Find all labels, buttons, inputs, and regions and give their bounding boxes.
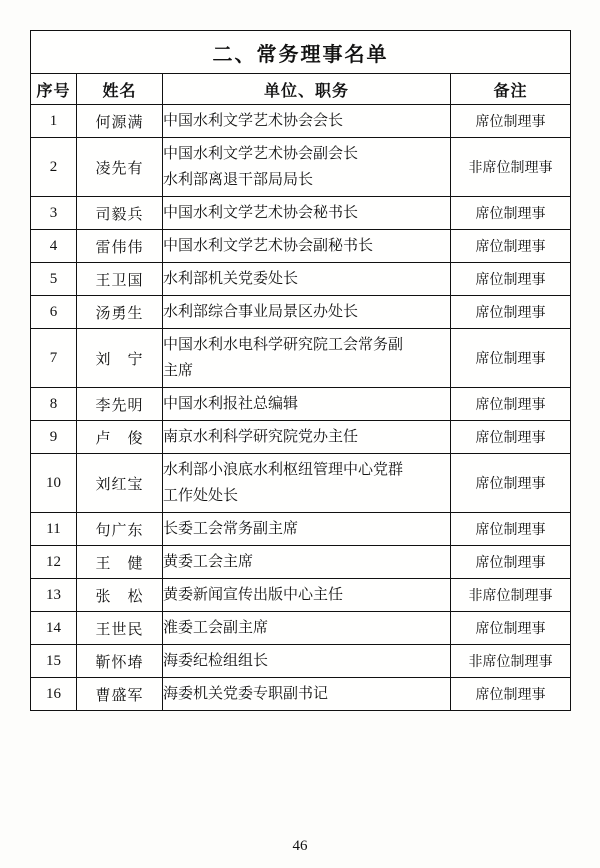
organization-line: 中国水利文学艺术协会副会长	[163, 146, 359, 162]
cell-index: 16	[31, 678, 77, 711]
cell-organization	[163, 579, 451, 612]
table-header-row	[31, 74, 571, 105]
cell-organization	[163, 263, 451, 296]
cell-organization	[163, 138, 451, 197]
table-row	[31, 579, 571, 612]
cell-name: 曹盛军	[77, 678, 163, 711]
organization-line: 水利部机关党委处长	[163, 271, 299, 287]
cell-index: 10	[31, 454, 77, 513]
column-header-org: 单位、职务	[163, 74, 451, 105]
cell-note: 非席位制理事	[451, 579, 571, 612]
cell-note: 席位制理事	[451, 230, 571, 263]
table-row	[31, 678, 571, 711]
table-row	[31, 296, 571, 329]
organization-line: 海委纪检组组长	[163, 653, 269, 669]
cell-index: 4	[31, 230, 77, 263]
cell-note: 席位制理事	[451, 421, 571, 454]
cell-organization	[163, 197, 451, 230]
cell-name: 刘 宁	[77, 329, 163, 388]
cell-index: 12	[31, 546, 77, 579]
organization-line: 黄委新闻宣传出版中心主任	[163, 587, 344, 603]
cell-name: 句广东	[77, 513, 163, 546]
column-header-index: 序号	[31, 74, 77, 105]
organization-line: 淮委工会副主席	[163, 620, 269, 636]
table-row	[31, 612, 571, 645]
cell-index: 3	[31, 197, 77, 230]
organization-line: 主席	[163, 363, 194, 379]
table-row	[31, 230, 571, 263]
table-row	[31, 329, 571, 388]
cell-note: 席位制理事	[451, 513, 571, 546]
cell-organization	[163, 454, 451, 513]
cell-organization	[163, 105, 451, 138]
cell-note: 席位制理事	[451, 388, 571, 421]
cell-name: 汤勇生	[77, 296, 163, 329]
table-row	[31, 197, 571, 230]
organization-line: 中国水利文学艺术协会副秘书长	[163, 238, 374, 254]
column-header-name: 姓名	[77, 74, 163, 105]
cell-note: 席位制理事	[451, 612, 571, 645]
cell-note: 席位制理事	[451, 678, 571, 711]
cell-index: 15	[31, 645, 77, 678]
roster-table	[30, 30, 571, 711]
cell-note: 席位制理事	[451, 454, 571, 513]
page-number: 46	[292, 838, 308, 854]
cell-index: 2	[31, 138, 77, 197]
cell-organization	[163, 388, 451, 421]
table-row	[31, 105, 571, 138]
column-header-note: 备注	[451, 74, 571, 105]
cell-name: 靳怀堾	[77, 645, 163, 678]
cell-organization	[163, 612, 451, 645]
cell-name: 何源满	[77, 105, 163, 138]
cell-index: 1	[31, 105, 77, 138]
organization-line: 南京水利科学研究院党办主任	[163, 429, 359, 445]
organization-line: 中国水利水电科学研究院工会常务副	[163, 337, 404, 353]
cell-organization	[163, 678, 451, 711]
table-title: 二、常务理事名单	[31, 31, 571, 74]
cell-index: 14	[31, 612, 77, 645]
table-row	[31, 138, 571, 197]
cell-index: 11	[31, 513, 77, 546]
organization-line: 中国水利文学艺术协会会长	[163, 113, 344, 129]
organization-line: 水利部离退干部局局长	[163, 172, 314, 188]
cell-name: 刘红宝	[77, 454, 163, 513]
cell-organization	[163, 296, 451, 329]
organization-line: 水利部综合事业局景区办处长	[163, 304, 359, 320]
cell-organization	[163, 329, 451, 388]
cell-note: 非席位制理事	[451, 138, 571, 197]
table-row	[31, 421, 571, 454]
cell-name: 雷伟伟	[77, 230, 163, 263]
cell-note: 席位制理事	[451, 329, 571, 388]
cell-organization	[163, 513, 451, 546]
cell-note: 席位制理事	[451, 546, 571, 579]
organization-line: 黄委工会主席	[163, 554, 254, 570]
cell-organization	[163, 546, 451, 579]
cell-note: 非席位制理事	[451, 645, 571, 678]
table-title-row	[31, 31, 571, 74]
table-row	[31, 263, 571, 296]
cell-note: 席位制理事	[451, 105, 571, 138]
cell-index: 6	[31, 296, 77, 329]
organization-line: 中国水利文学艺术协会秘书长	[163, 205, 359, 221]
cell-index: 9	[31, 421, 77, 454]
table-row	[31, 454, 571, 513]
organization-line: 海委机关党委专职副书记	[163, 686, 329, 702]
cell-note: 席位制理事	[451, 296, 571, 329]
organization-line: 水利部小浪底水利枢纽管理中心党群	[163, 462, 404, 478]
roster-table-container	[30, 30, 570, 711]
cell-note: 席位制理事	[451, 263, 571, 296]
table-row	[31, 645, 571, 678]
table-row	[31, 388, 571, 421]
cell-name: 凌先有	[77, 138, 163, 197]
cell-organization	[163, 421, 451, 454]
cell-index: 8	[31, 388, 77, 421]
cell-name: 司毅兵	[77, 197, 163, 230]
cell-name: 卢 俊	[77, 421, 163, 454]
cell-index: 7	[31, 329, 77, 388]
cell-name: 王 健	[77, 546, 163, 579]
organization-line: 工作处处长	[163, 488, 239, 504]
cell-organization	[163, 230, 451, 263]
cell-index: 13	[31, 579, 77, 612]
cell-name: 王卫国	[77, 263, 163, 296]
organization-line: 中国水利报社总编辑	[163, 396, 299, 412]
cell-note: 席位制理事	[451, 197, 571, 230]
cell-index: 5	[31, 263, 77, 296]
organization-line: 长委工会常务副主席	[163, 521, 299, 537]
table-row	[31, 513, 571, 546]
cell-name: 王世民	[77, 612, 163, 645]
cell-organization	[163, 645, 451, 678]
cell-name: 张 松	[77, 579, 163, 612]
cell-name: 李先明	[77, 388, 163, 421]
table-row	[31, 546, 571, 579]
